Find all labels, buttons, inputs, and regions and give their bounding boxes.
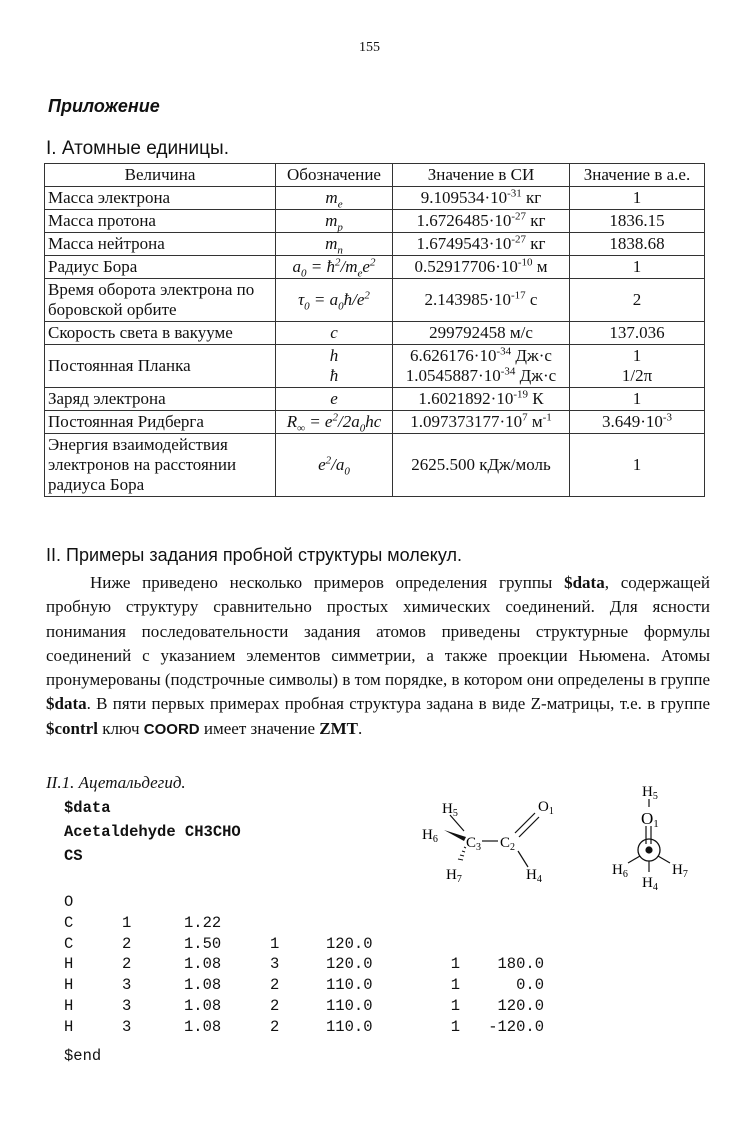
cell-au-value: 1838.68 (570, 233, 705, 256)
z-matrix-cell: 2 (122, 955, 132, 974)
cell-symbol: c (276, 322, 393, 345)
z-matrix-cell: 1 (450, 996, 460, 1015)
z-matrix-cell (460, 934, 544, 955)
z-matrix-cell: 1.08 (184, 955, 222, 974)
cell-si-value: $0.52917706\cdot 10^{-10}$ м (393, 256, 570, 279)
intro-paragraph: Ниже приведено несколько примеров определения группы $data, содержащей пробную структуру сравнительно простых химических соединений. Для ясности понимания последовательности задания атомов приведены структурные формулы соединений с указанием элементов симметрии, а также проекции Ньюмена. Атомы пронумерованы (подстрочные символы) в том порядке, в котором они определены в группе $data. В пяти первых примерах пробная структура задана в виде Z-матрицы, т.е. в группе $contrl ключ COORD имеет значение ZMT. (46, 573, 710, 738)
page-number: 155 (359, 40, 380, 55)
z-matrix-cell: 120.0 (326, 934, 373, 953)
table-row (45, 279, 705, 322)
atom-c2: $C_2$ (500, 835, 516, 853)
cell-si-value: $9.109534\cdot 10^{-31}$ кг (393, 187, 570, 210)
cell-si-value: $1.6021892\cdot 10^{-19}$ К (393, 388, 570, 411)
example-title: II.1. Ацетальдегид. (46, 773, 186, 792)
z-matrix-cell: H (64, 1017, 74, 1036)
table-row (45, 411, 705, 434)
cell-quantity-name: Масса нейтрона (45, 233, 276, 256)
z-matrix-cell: 2 (270, 976, 280, 995)
section2-title: II. Примеры задания пробной структуры молекул. (46, 545, 462, 565)
z-matrix-cell: 1 (450, 955, 460, 974)
cell-symbol: $a_0$ = $ħ^2/m_ee^2$ (276, 256, 393, 279)
z-matrix-cell (270, 913, 326, 934)
newman-atom-h4: $H_4$ (642, 875, 658, 892)
double-bond-c2-o1-b (519, 817, 539, 837)
z-matrix-cell: 1.50 (184, 934, 222, 953)
bond-c2-h4 (518, 851, 528, 867)
cell-quantity-name: Время оборота электрона по боровской орбите (45, 279, 276, 322)
z-matrix-cell: 3 (122, 996, 132, 1015)
column-header-si-value: Значение в СИ (393, 164, 570, 187)
z-matrix-cell: H (64, 955, 74, 974)
z-matrix-cell (460, 892, 544, 913)
atomic-units-table (44, 163, 705, 497)
cell-au-value: 1 (570, 388, 705, 411)
cell-quantity-name: Скорость света в вакууме (45, 322, 276, 345)
atom-h4: $H_4$ (526, 867, 542, 885)
cell-symbol: e (276, 388, 393, 411)
z-matrix-cell: 3 (270, 955, 280, 974)
z-matrix-cell (460, 913, 544, 934)
appendix-title: Приложение (48, 96, 160, 116)
z-matrix-cell: 2 (270, 996, 280, 1015)
table-row (45, 256, 705, 279)
z-matrix-cell: 2 (122, 934, 132, 953)
code-end: $end (64, 1047, 102, 1065)
table-row (45, 210, 705, 233)
z-matrix-cell: 1 (450, 976, 460, 995)
z-matrix-cell (122, 892, 184, 913)
newman-atom-o1: O1 (641, 809, 659, 830)
newman-projection-diagram (612, 780, 712, 892)
cell-si-value: $1.097373177\cdot 10^7$ $м^{-1}$ (393, 411, 570, 434)
z-matrix-row (64, 975, 544, 996)
z-matrix-cell: 1 (122, 913, 132, 932)
z-matrix-cell (270, 892, 326, 913)
z-matrix-row (64, 892, 544, 913)
cell-quantity-name: Радиус Бора (45, 256, 276, 279)
cell-si-value: $1.6749543\cdot 10^{-27}$ кг (393, 233, 570, 256)
z-matrix-cell: 3 (122, 1017, 132, 1036)
z-matrix-row (64, 954, 544, 975)
cell-symbol: $m_e$ (276, 187, 393, 210)
z-matrix-cell: H (64, 996, 74, 1015)
z-matrix-cell: 110.0 (326, 976, 373, 995)
table-row (45, 187, 705, 210)
z-matrix-cell: 120.0 (497, 996, 544, 1015)
double-bond-c2-o1-a (515, 813, 535, 833)
z-matrix-cell: 1.08 (184, 976, 222, 995)
z-matrix-cell (418, 913, 460, 934)
z-matrix-cell: 3 (122, 976, 132, 995)
z-matrix-cell: 1.22 (184, 913, 222, 932)
z-matrix-row (64, 913, 544, 934)
newman-bond-h7 (658, 856, 670, 863)
section1-title: I. Атомные единицы. (46, 138, 229, 159)
z-matrix-cell: 120.0 (326, 955, 373, 974)
cell-au-value: 1 1/2π (570, 345, 705, 388)
z-matrix-cell: 1 (270, 934, 280, 953)
code-line-molecule: Acetaldehyde CH3CHO (64, 823, 241, 841)
cell-si-value: 299792458 м/с (393, 322, 570, 345)
cell-symbol: $R_\infty = e^2/2a_0hc$ (276, 411, 393, 434)
cell-quantity-name: Постоянная Ридберга (45, 411, 276, 434)
cell-au-value: 1 (570, 434, 705, 497)
acetaldehyde-structure-diagram (420, 775, 590, 885)
code-line-data: $data (64, 799, 111, 817)
z-matrix-row (64, 1017, 544, 1038)
z-matrix-cell: 1 (450, 1017, 460, 1036)
z-matrix-row (64, 934, 544, 955)
cell-quantity-name: Постоянная Планка (45, 345, 276, 388)
newman-front-carbon-dot (645, 846, 652, 853)
z-matrix (64, 892, 544, 1038)
cell-si-value: $6.626176\cdot 10^{-34}$ Дж·с $1.0545887\cdot 10^{-34}$ Дж·с (393, 345, 570, 388)
cell-symbol: $m_n$ (276, 233, 393, 256)
z-matrix-row (64, 996, 544, 1017)
cell-symbol: $m_p$ (276, 210, 393, 233)
cell-au-value: $3.649\cdot 10^{-3}$ (570, 411, 705, 434)
atom-h6: $H_6$ (422, 827, 438, 845)
column-header-symbol: Обозначение (276, 164, 393, 187)
wedge-bond-c3-h6 (444, 830, 466, 841)
newman-atom-h6: $H_6$ (612, 862, 628, 880)
hashed-bond-c3-h7 (458, 847, 466, 860)
table-body (45, 187, 705, 497)
cell-quantity-name: Масса протона (45, 210, 276, 233)
atom-h5: $H_5$ (442, 801, 458, 819)
newman-atom-h7: $H_7$ (672, 862, 688, 880)
cell-au-value: 1 (570, 187, 705, 210)
cell-symbol: $\tau_0$ = $a_0ħ/e^2$ (276, 279, 393, 322)
atom-h7: $H_7$ (446, 867, 462, 885)
cell-si-value: 2625.500 кДж/моль (393, 434, 570, 497)
cell-symbol: $e^2/a_0$ (276, 434, 393, 497)
z-matrix-cell (326, 892, 418, 913)
cell-au-value: 137.036 (570, 322, 705, 345)
cell-quantity-name: Заряд электрона (45, 388, 276, 411)
code-header (64, 796, 241, 868)
cell-symbol: h ħ (276, 345, 393, 388)
newman-atom-h5: $H_5$ (642, 784, 658, 802)
z-matrix-cell: H (64, 976, 74, 995)
cell-quantity-name: Энергия взаимодействия электронов на расстоянии радиуса Бора (45, 434, 276, 497)
z-matrix-cell: 180.0 (497, 955, 544, 974)
table-row (45, 434, 705, 497)
z-matrix-cell (418, 892, 460, 913)
table-row (45, 233, 705, 256)
z-matrix-cell: 110.0 (326, 1017, 373, 1036)
cell-si-value: $1.6726485\cdot 10^{-27}$ кг (393, 210, 570, 233)
newman-bond-h6 (628, 856, 640, 863)
cell-au-value: 1836.15 (570, 210, 705, 233)
cell-quantity-name: Масса электрона (45, 187, 276, 210)
z-matrix-cell: C (64, 934, 74, 953)
z-matrix-cell: 0.0 (516, 976, 544, 995)
cell-au-value: 1 (570, 256, 705, 279)
cell-si-value: $2.143985\cdot 10^{-17}$ с (393, 279, 570, 322)
column-header-quantity: Величина (45, 164, 276, 187)
z-matrix-cell: C (64, 913, 74, 932)
z-matrix-cell: 1.08 (184, 1017, 222, 1036)
table-row (45, 388, 705, 411)
z-matrix-cell (418, 934, 460, 955)
atom-c3: $C_3$ (466, 835, 482, 853)
z-matrix-cell (326, 913, 418, 934)
z-matrix-cell: 2 (270, 1017, 280, 1036)
code-line-symmetry: CS (64, 847, 83, 865)
column-header-au-value: Значение в а.е. (570, 164, 705, 187)
z-matrix-cell: -120.0 (488, 1017, 544, 1036)
z-matrix-cell: O (64, 893, 74, 911)
z-matrix-cell: 1.08 (184, 996, 222, 1015)
table-header-row (45, 164, 705, 187)
table-row (45, 345, 705, 388)
cell-au-value: 2 (570, 279, 705, 322)
table-row (45, 322, 705, 345)
atom-o1: $O_1$ (538, 799, 554, 817)
z-matrix-cell (184, 892, 270, 913)
z-matrix-cell: 110.0 (326, 996, 373, 1015)
